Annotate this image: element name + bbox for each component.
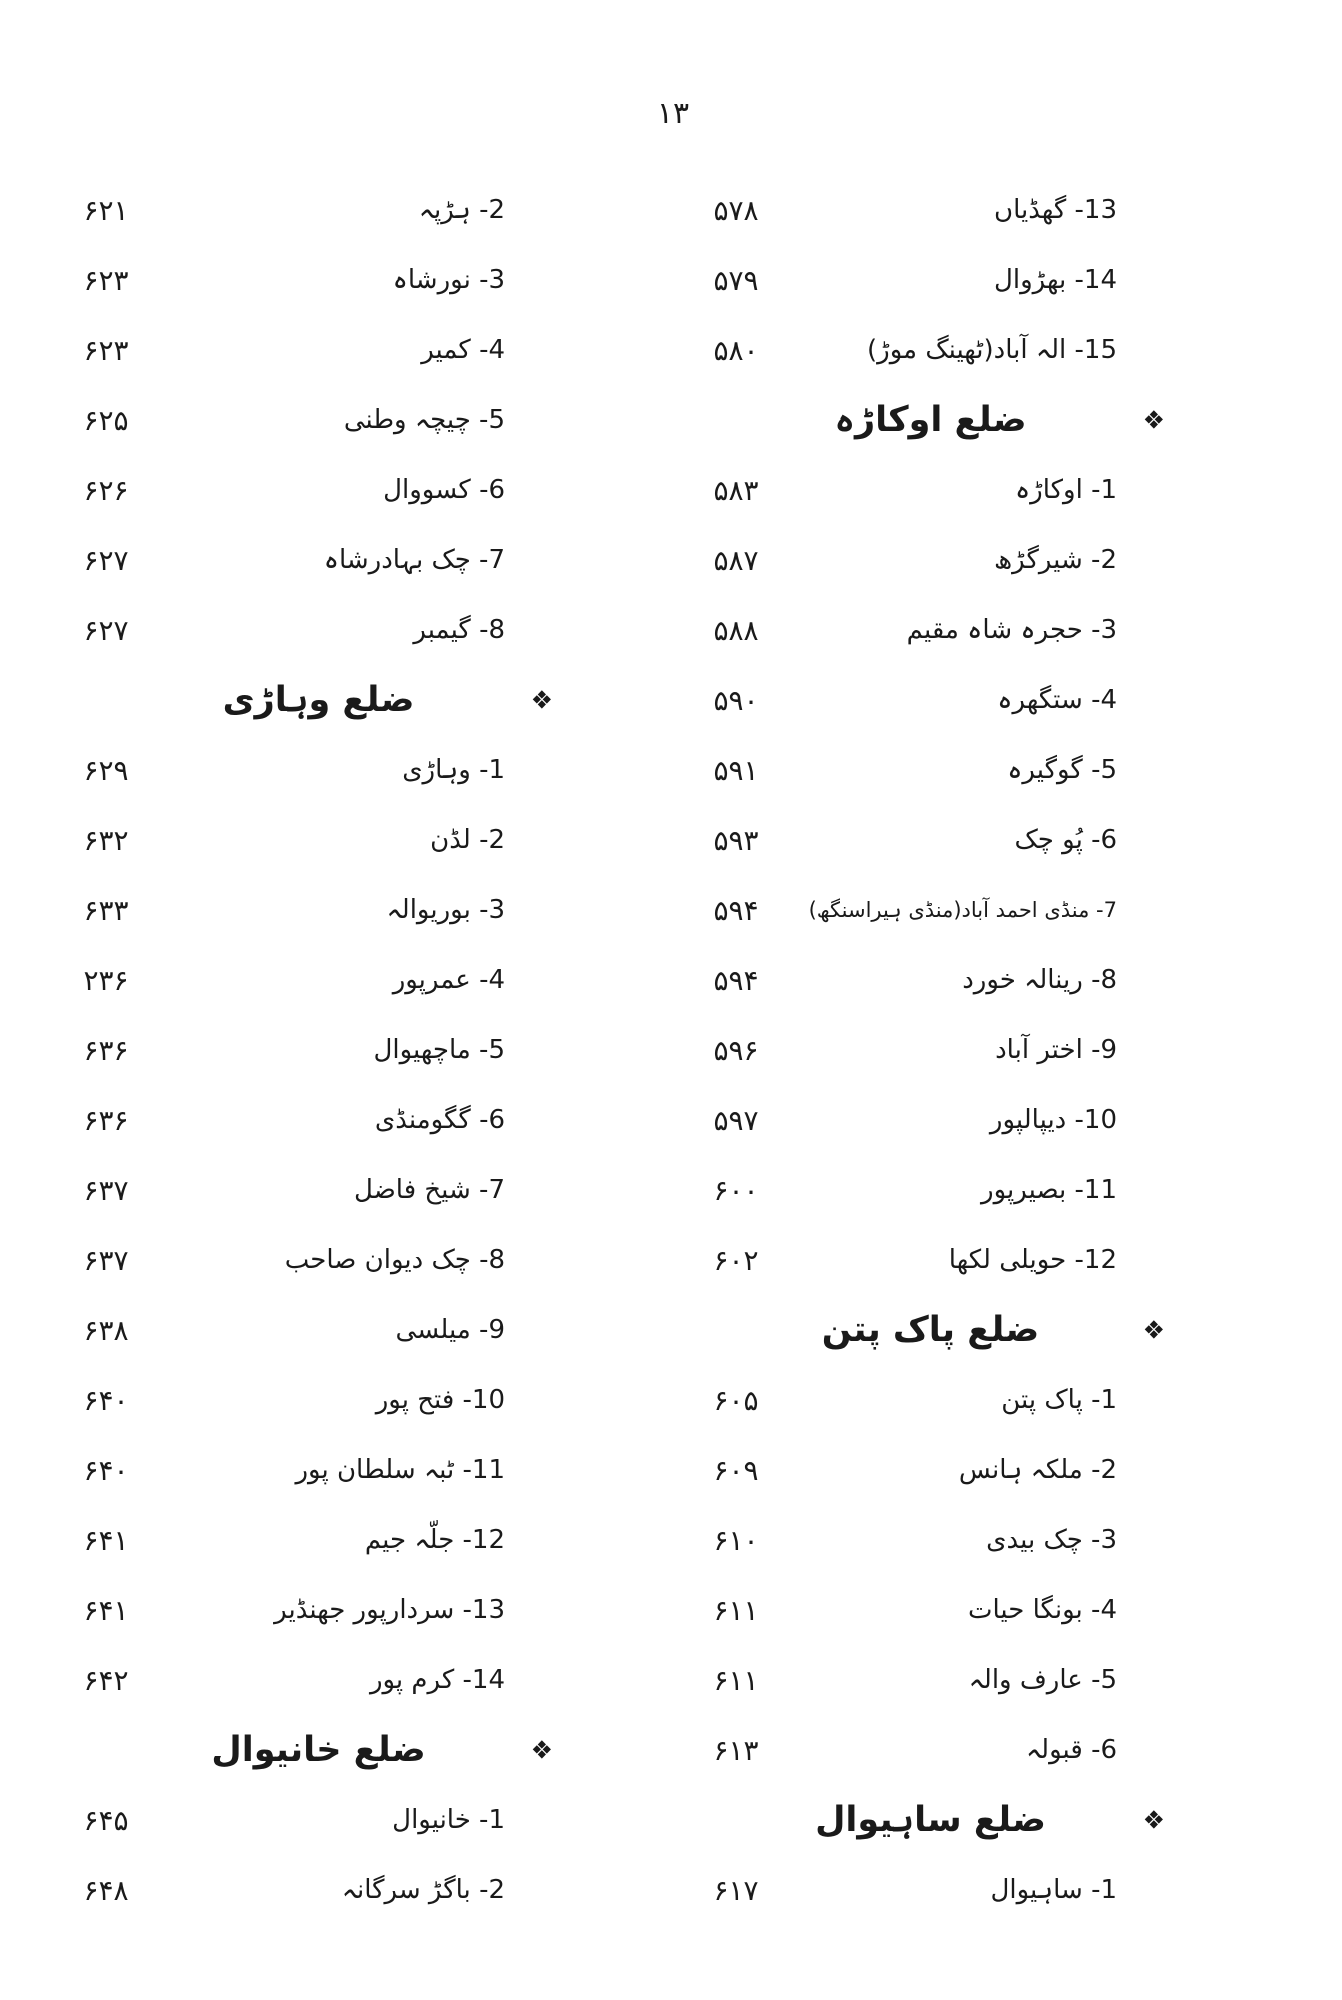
toc-entry-label: 5- گوگیرہ [1007,755,1117,785]
toc-entry-page-number: ۶۱۰ [713,1523,759,1557]
toc-entry-label: 7- منڈی احمد آباد(منڈی ہیراسنگھ) [808,898,1117,922]
toc-entry-row [60,385,505,455]
diamond-icon: ❖ [530,685,553,715]
toc-entry-row [60,245,505,315]
district-heading-text: ضلع وہاڑی [222,680,415,720]
toc-entry-row [60,1085,505,1155]
toc-entry-row [690,1085,1117,1155]
toc-entry-row [690,1435,1117,1505]
toc-entry-row [690,245,1117,315]
toc-entry-label: 3- حجرہ شاہ مقیم [906,615,1117,645]
toc-entry-row [60,875,505,945]
toc-entry-page-number: ۶۳۷ [83,1243,129,1277]
toc-entry-label: 4- ستگھرہ [997,685,1117,715]
toc-entry-label: 8- گیمبر [413,615,505,645]
toc-entry-page-number: ۶۰۲ [713,1243,759,1277]
toc-entry-page-number: ۶۲۹ [83,753,129,787]
toc-entry-page-number: ۵۷۸ [713,193,759,227]
toc-entry-page-number: ۶۲۳ [83,263,129,297]
toc-entry-label: 15- الہ آباد(ٹھینگ موڑ) [867,335,1117,365]
toc-entry-row [690,665,1117,735]
toc-entry-row [690,1575,1117,1645]
toc-entry-label: 5- عارف والہ [968,1665,1117,1695]
toc-entry-label: 1- اوکاڑہ [1014,475,1117,505]
toc-entry-label: 6- پُو چک [1014,825,1117,855]
toc-entry-row [60,805,505,875]
toc-entry-row [690,1855,1117,1925]
toc-entry-page-number: ۶۰۵ [713,1383,759,1417]
toc-entry-page-number: ۵۸۰ [713,333,759,367]
district-heading-row [690,385,1165,455]
district-heading-text: ضلع اوکاڑہ [834,400,1027,440]
district-heading-text: ضلع پاک پتن [821,1310,1040,1350]
toc-entry-label: 14- کرم پور [369,1665,505,1695]
toc-entry-page-number: ۶۰۰ [713,1173,759,1207]
district-heading-text: ضلع خانیوال [211,1730,426,1770]
toc-entry-page-number: ۶۱۱ [713,1663,759,1697]
toc-entry-label: 3- چک بیدی [986,1525,1117,1555]
diamond-icon: ❖ [530,1735,553,1765]
toc-entry-label: 6- قبولہ [1025,1735,1117,1765]
toc-entry-page-number: ۶۱۳ [713,1733,759,1767]
toc-entry-page-number: ۶۰۹ [713,1453,759,1487]
page-number: ۱۳ [656,96,690,131]
toc-entry-row [60,945,505,1015]
toc-entry-row [690,595,1117,665]
diamond-icon: ❖ [1142,1315,1165,1345]
district-heading-row [690,1295,1165,1365]
toc-entry-row [60,525,505,595]
toc-entry-label: 4- عمرپور [392,965,505,995]
toc-entry-row [60,1575,505,1645]
diamond-icon: ❖ [1142,1805,1165,1835]
diamond-icon: ❖ [1142,405,1165,435]
toc-entry-page-number: ۶۳۶ [83,1033,129,1067]
toc-entry-label: 5- ماچھیوال [373,1035,505,1065]
toc-entry-label: 3- بوریوالہ [386,895,505,925]
toc-entry-row [60,595,505,665]
toc-entry-row [690,805,1117,875]
toc-entry-label: 2- شیرگڑھ [993,545,1117,575]
district-heading-row [60,665,553,735]
toc-entry-row [60,455,505,525]
toc-entry-row [690,1015,1117,1085]
toc-entry-label: 6- کسووال [383,475,505,505]
toc-entry-label: 11- بصیرپور [981,1175,1117,1205]
toc-entry-label: 8- چک دیوان صاحب [284,1245,505,1275]
toc-entry-page-number: ۶۲۶ [83,473,129,507]
toc-entry-page-number: ۵۸۷ [713,543,759,577]
toc-entry-row [690,525,1117,595]
toc-entry-row [60,1015,505,1085]
toc-entry-label: 9- اختر آباد [995,1035,1117,1065]
toc-entry-label: 7- چک بہادرشاہ [323,545,505,575]
toc-entry-row [690,1645,1117,1715]
toc-entry-row [60,1365,505,1435]
toc-entry-label: 13- گھڈیاں [993,195,1117,225]
toc-entry-row [690,945,1117,1015]
toc-entry-label: 1- ساہیوال [990,1875,1117,1905]
toc-entry-label: 1- خانیوال [392,1805,505,1835]
district-heading-row [690,1785,1165,1855]
toc-entry-row [690,315,1117,385]
toc-entry-page-number: ۶۴۱ [83,1593,129,1627]
toc-entry-row [690,1715,1117,1785]
toc-entry-page-number: ۶۴۲ [83,1663,129,1697]
toc-entry-row [60,1295,505,1365]
toc-entry-page-number: ۶۲۵ [83,403,129,437]
toc-entry-page-number: ۶۲۷ [83,543,129,577]
toc-entry-page-number: ۵۹۳ [713,823,759,857]
toc-column-left [60,175,553,1925]
toc-entry-label: 3- نورشاہ [392,265,505,295]
toc-entry-row [60,1155,505,1225]
toc-entry-page-number: ۶۱۷ [713,1873,759,1907]
toc-entry-row [60,1505,505,1575]
toc-entry-page-number: ۶۳۸ [83,1313,129,1347]
toc-entry-page-number: ۶۴۱ [83,1523,129,1557]
toc-entry-page-number: ۵۹۱ [713,753,759,787]
toc-entry-label: 5- چیچہ وطنی [343,405,505,435]
toc-entry-page-number: ۶۱۱ [713,1593,759,1627]
toc-entry-label: 4- کمیر [421,335,505,365]
toc-entry-page-number: ۶۳۲ [83,823,129,857]
toc-column-right [690,175,1165,1925]
toc-entry-page-number: ۵۹۰ [713,683,759,717]
toc-entry-row [60,315,505,385]
toc-entry-row [60,1855,505,1925]
toc-entry-row [60,1785,505,1855]
district-heading-text: ضلع ساہیوال [815,1800,1046,1840]
toc-entry-label: 1- وہاڑی [402,755,505,785]
toc-entry-page-number: ۶۲۳ [83,333,129,367]
toc-entry-row [690,1365,1117,1435]
toc-entry-page-number: ۵۹۴ [713,963,759,997]
toc-entry-page-number: ۶۴۵ [83,1803,129,1837]
toc-entry-label: 14- بھڑوال [994,265,1117,295]
toc-entry-label: 10- فتح پور [375,1385,505,1415]
toc-entry-label: 7- شیخ فاضل [354,1175,505,1205]
toc-entry-label: 2- ہڑپہ [418,195,505,225]
toc-entry-label: 10- دیپالپور [989,1105,1117,1135]
toc-entry-page-number: ۵۹۷ [713,1103,759,1137]
toc-entry-label: 9- میلسی [395,1315,505,1345]
toc-entry-page-number: ۶۴۰ [83,1383,129,1417]
toc-entry-page-number: ۵۹۶ [713,1033,759,1067]
toc-entry-page-number: ۵۹۴ [713,893,759,927]
toc-entry-label: 2- لڈن [430,825,505,855]
toc-entry-page-number: ۲۳۶ [83,963,129,997]
toc-entry-label: 1- پاک پتن [1001,1385,1117,1415]
toc-entry-page-number: ۶۳۳ [83,893,129,927]
toc-entry-row [60,735,505,805]
toc-entry-label: 2- ملکہ ہانس [958,1455,1117,1485]
toc-entry-row [690,1505,1117,1575]
toc-entry-row [60,175,505,245]
toc-entry-row [690,1225,1117,1295]
toc-entry-page-number: ۶۲۱ [83,193,129,227]
toc-entry-label: 13- سردارپور جھنڈیر [274,1595,505,1625]
toc-entry-row [60,1225,505,1295]
toc-entry-label: 8- رینالہ خورد [962,965,1117,995]
toc-entry-row [690,735,1117,805]
toc-entry-label: 12- حویلی لکھا [948,1245,1117,1275]
toc-entry-page-number: ۵۷۹ [713,263,759,297]
toc-entry-page-number: ۶۴۰ [83,1453,129,1487]
toc-entry-row [690,1155,1117,1225]
toc-entry-row [60,1435,505,1505]
toc-entry-label: 2- باگڑ سرگانہ [341,1875,505,1905]
district-heading-row [60,1715,553,1785]
toc-entry-row [690,175,1117,245]
toc-entry-label: 6- گگومنڈی [374,1105,505,1135]
toc-entry-label: 11- ٹبہ سلطان پور [295,1455,505,1485]
toc-entry-page-number: ۶۳۶ [83,1103,129,1137]
toc-entry-label: 12- جلّہ جیم [364,1525,505,1555]
toc-entry-label: 4- بونگا حیات [968,1595,1117,1625]
toc-entry-page-number: ۵۸۸ [713,613,759,647]
toc-entry-page-number: ۶۲۷ [83,613,129,647]
toc-entry-page-number: ۶۴۸ [83,1873,129,1907]
toc-entry-row [690,875,1117,945]
toc-entry-page-number: ۵۸۳ [713,473,759,507]
toc-entry-row [690,455,1117,525]
toc-entry-page-number: ۶۳۷ [83,1173,129,1207]
toc-entry-row [60,1645,505,1715]
